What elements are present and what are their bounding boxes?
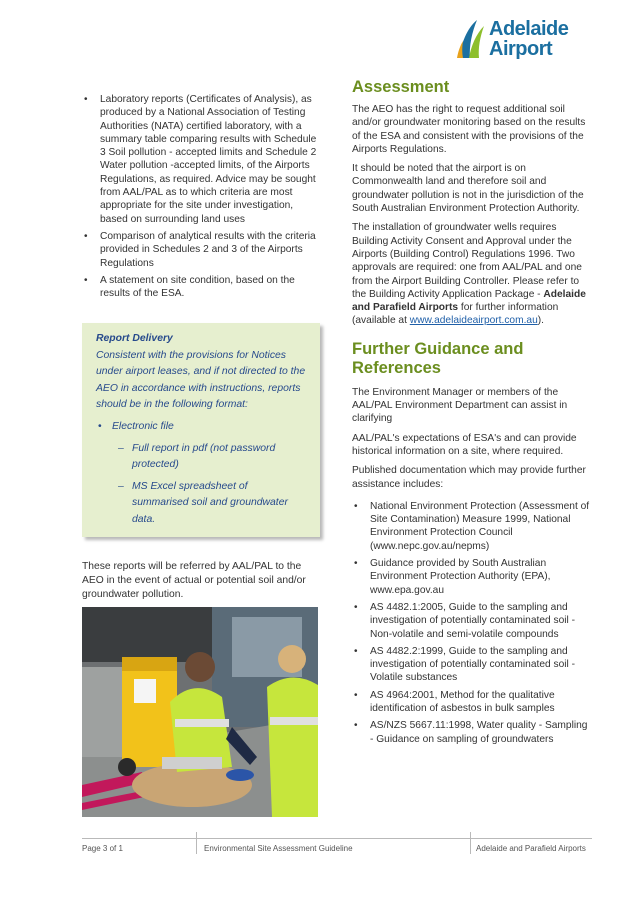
dash-icon: – bbox=[118, 480, 124, 492]
guidance-paragraph: AAL/PAL's expectations of ESA's and can provide historical information on a site, where required. bbox=[352, 432, 577, 457]
list-item: • A statement on site condition, based on the results of the ESA. bbox=[84, 274, 295, 300]
adelaide-airport-logo bbox=[455, 16, 595, 66]
list-item: • AS 4964:2001, Method for the qualitative identification of asbestos in bulk samples bbox=[354, 689, 555, 714]
footer-page-number: Page 3 of 1 bbox=[82, 844, 123, 853]
footer-organisation: Adelaide and Parafield Airports bbox=[476, 844, 586, 853]
bullet-icon: • bbox=[354, 689, 358, 701]
assessment-heading: Assessment bbox=[352, 78, 450, 96]
footer-document-title: Environmental Site Assessment Guideline bbox=[204, 844, 353, 853]
left-column bbox=[82, 93, 318, 304]
callout-subitem: – MS Excel spreadsheet of summarised soil and groundwater data. bbox=[118, 480, 288, 525]
bullet-icon: • bbox=[84, 230, 88, 242]
footer-divider bbox=[470, 832, 471, 854]
list-item: • Laboratory reports (Certificates of Analysis), as produced by a National Association of Testing Authorities (NATA) certified laboratory, with a summary table comparing results with Schedule 3 Soil pollution - accepted limits and Schedule 2 Water pollution -accepted limits, of the Airports Regulations, as required. Advice may be sought from AAL/PAL as to which criteria are most appropriate for the site under investigation, based on surrounding land uses bbox=[84, 94, 317, 225]
assessment-paragraph: The installation of groundwater wells requires Building Activity Consent and Approval under the Airports (Building Control) Regulations 1996. Two approvals are required: one from AAL/PAL and one from the Airport Building Controller. Please refer to the Building Activity Application Package - Adelaide and Parafield Airports for further information (available at www.adelaideairport.com.au). bbox=[352, 222, 586, 327]
bullet-icon: • bbox=[98, 420, 102, 432]
assessment-paragraph: The AEO has the right to request additional soil and/or groundwater monitoring based on the results of the ESA and consistent with the provisions of the Airports Regulations. bbox=[352, 104, 586, 155]
guidance-paragraph: Published documentation which may provide further assistance includes: bbox=[352, 465, 586, 490]
airport-website-link[interactable]: www.adelaideairport.com.au bbox=[409, 315, 538, 327]
guidance-heading: Further Guidance and References bbox=[352, 339, 524, 377]
list-item: • AS 4482.2:1999, Guide to the sampling and investigation of potentially contaminated soil - Volatile substances bbox=[354, 645, 575, 684]
guidance-paragraph: The Environment Manager or members of the AAL/PAL Environment Department can assist in clarifying bbox=[352, 386, 568, 425]
list-item: • Guidance provided by South Australian Environment Protection Authority (EPA), www.epa.gov.au bbox=[354, 558, 551, 596]
bullet-icon: • bbox=[354, 500, 358, 512]
right-column bbox=[352, 78, 592, 750]
logo-swoosh-icon bbox=[455, 16, 489, 62]
callout-subitem: – Full report in pdf (not password protected) bbox=[118, 442, 276, 471]
list-item: • AS 4482.1:2005, Guide to the sampling and investigation of potentially contaminated soil - Non-volatile and semi-volatile compounds bbox=[354, 601, 575, 640]
callout-intro: Consistent with the provisions for Notices under airport leases, and if not directed to the AEO in accordance with instructions, reports should be in the following format: bbox=[96, 349, 306, 411]
list-item: • AS/NZS 5667.11:1998, Water quality - Sampling - Guidance on sampling of groundwaters bbox=[354, 720, 588, 745]
assessment-paragraph: It should be noted that the airport is on Commonwealth land and therefore soil and groundwater pollution is not in the jurisdiction of the South Australian Environment Protection Authority. bbox=[352, 163, 584, 215]
list-item: • Comparison of analytical results with the criteria provided in Schedules 2 and 3 of the Airports Regulations bbox=[84, 230, 316, 269]
logo-line1: Adelaide bbox=[489, 18, 569, 40]
bullet-icon: • bbox=[354, 558, 358, 570]
bullet-icon: • bbox=[354, 720, 358, 732]
list-item: • National Environment Protection (Assessment of Site Contamination) Measure 1999, National Environment Protection Council (www.nepc.gov.au/nepms) bbox=[354, 500, 590, 552]
references-list bbox=[352, 500, 592, 746]
soil-sampling-photo bbox=[82, 607, 318, 817]
bullet-icon: • bbox=[354, 601, 358, 613]
footer-rule bbox=[82, 838, 592, 839]
package-name: Adelaide and Parafield Airports bbox=[352, 288, 586, 314]
footer-divider bbox=[196, 832, 197, 854]
bullet-icon: • bbox=[354, 645, 358, 657]
referral-note: These reports will be referred by AAL/PAL to the AEO in the event of actual or potential soil and/or groundwater pollution. bbox=[82, 561, 306, 600]
bullet-icon: • bbox=[84, 94, 88, 105]
callout-title: Report Delivery bbox=[96, 333, 173, 344]
bullet-icon: • bbox=[84, 274, 88, 286]
logo-line2: Airport bbox=[489, 38, 553, 60]
callout-item: • Electronic file bbox=[96, 419, 306, 436]
report-delivery-callout bbox=[82, 323, 320, 537]
dash-icon: – bbox=[118, 442, 124, 454]
photo-illustration bbox=[82, 607, 318, 817]
report-requirements-list bbox=[82, 93, 318, 300]
